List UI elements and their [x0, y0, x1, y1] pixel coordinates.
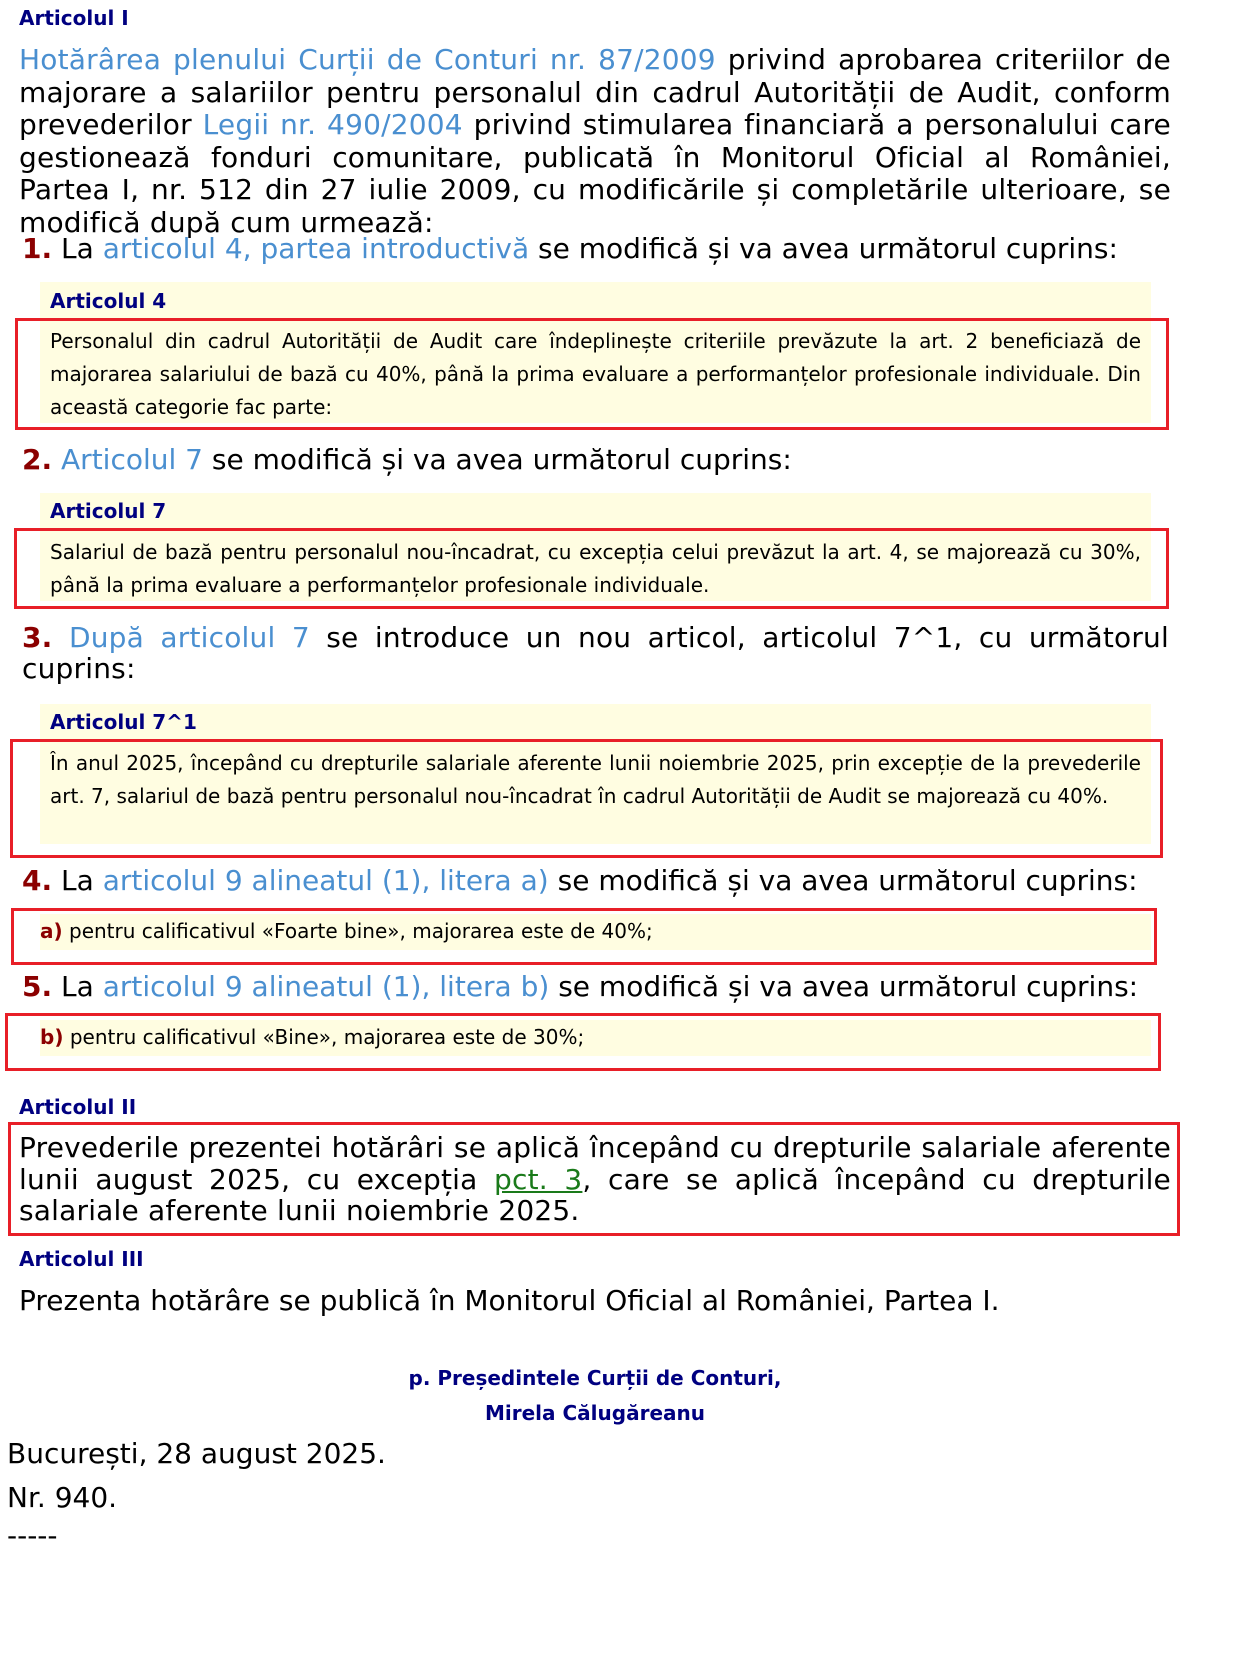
link-legea-490-2004[interactable]: Legii nr. 490/2004: [202, 108, 463, 141]
point-number: 2.: [22, 443, 53, 476]
link-articolul-4[interactable]: articolul 4, partea introductivă: [102, 232, 530, 265]
link-pct-3[interactable]: pct. 3: [494, 1162, 583, 1196]
article-I-intro: Hotărârea plenului Curții de Conturi nr. 87/2009 privind aprobarea criteriilor de majorare a salariilor pentru personalul din cadrul Autorității de Audit, conform prevederilor Legii nr. 490/2004 privind stimularea financiară a personalului care gestionează fonduri comunitare, publicată în Monitorul Oficial al României, Partea I, nr. 512 din 27 iulie 2009, cu modificările și completările ulterioare, se modifică după cum urmează:: [19, 43, 1171, 239]
signature-role: p. Președintele Curții de Conturi,: [408, 1366, 782, 1390]
article-II-text: Prevederile prezentei hotărâri se aplică începând cu drepturile salariale aferente lunii august 2025, cu excepția pct. 3, care se aplică începând cu drepturile salariale aferente lunii noiembrie 2025.: [19, 1131, 1171, 1227]
quote-text: Personalul din cadrul Autorității de Audit care îndeplinește criteriile prevăzute la art. 2 beneficiază de majorarea salariului de bază cu 40%, până la prima evaluare a performanțelor profesionale individuale. Din această categorie fac parte:: [50, 329, 1141, 419]
quote-text: Salariul de bază pentru personalul nou-încadrat, cu excepția celui prevăzut la art. 4, se majorează cu 30%, până la prima evaluare a performanțelor profesionale individuale.: [50, 540, 1141, 597]
point-4-heading: 4. La articolul 9 alineatul (1), litera a) se modifică și va avea următorul cuprins:: [22, 864, 1138, 897]
point-5-heading: 5. La articolul 9 alineatul (1), litera b) se modifică și va avea următorul cuprins:: [22, 970, 1139, 1003]
quote-text: a) pentru calificativul «Foarte bine», majorarea este de 40%;: [40, 919, 653, 943]
signature-name: Mirela Călugăreanu: [485, 1401, 705, 1425]
link-dupa-articolul-7[interactable]: După articolul 7: [68, 621, 310, 654]
quote-text: b) pentru calificativul «Bine», majorarea este de 30%;: [40, 1025, 585, 1049]
point-number: 1.: [22, 232, 53, 265]
article-I-title: Articolul I: [19, 6, 129, 30]
point-1-heading: 1. La articolul 4, partea introductivă se modifică și va avea următorul cuprins:: [22, 232, 1118, 265]
article-III-text: Prezenta hotărâre se publică în Monitorul Oficial al României, Partea I.: [19, 1284, 1000, 1317]
link-hotararea-87-2009[interactable]: Hotărârea plenului Curții de Conturi nr. 87/2009: [19, 43, 716, 76]
point-3-heading: 3. După articolul 7 se introduce un nou articol, articolul 7^1, cu următorul cuprins:: [22, 621, 1169, 685]
point-2-heading: 2. Articolul 7 se modifică și va avea următorul cuprins:: [22, 443, 792, 476]
link-articolul-9-litera-b[interactable]: articolul 9 alineatul (1), litera b): [102, 970, 550, 1003]
point-number: 5.: [22, 970, 53, 1003]
point-number: 3.: [22, 621, 53, 654]
place-date: București, 28 august 2025.: [7, 1437, 386, 1470]
letter-b: b): [40, 1025, 64, 1049]
link-articolul-7[interactable]: Articolul 7: [61, 443, 203, 476]
quote-title: Articolul 7: [50, 499, 167, 523]
document-number: Nr. 940.: [7, 1481, 118, 1514]
quote-title: Articolul 7^1: [50, 710, 197, 734]
link-articolul-9-litera-a[interactable]: articolul 9 alineatul (1), litera a): [102, 864, 549, 897]
article-III-title: Articolul III: [19, 1247, 144, 1271]
quote-text: În anul 2025, începând cu drepturile salariale aferente lunii noiembrie 2025, prin excepție de la prevederile art. 7, salariul de bază pentru personalul nou-încadrat în cadrul Autorității de Audit se majorează cu 40%.: [50, 751, 1141, 808]
article-II-title: Articolul II: [19, 1095, 137, 1119]
separator: -----: [7, 1519, 58, 1552]
quote-title: Articolul 4: [50, 289, 167, 313]
letter-a: a): [40, 919, 63, 943]
point-number: 4.: [22, 864, 53, 897]
